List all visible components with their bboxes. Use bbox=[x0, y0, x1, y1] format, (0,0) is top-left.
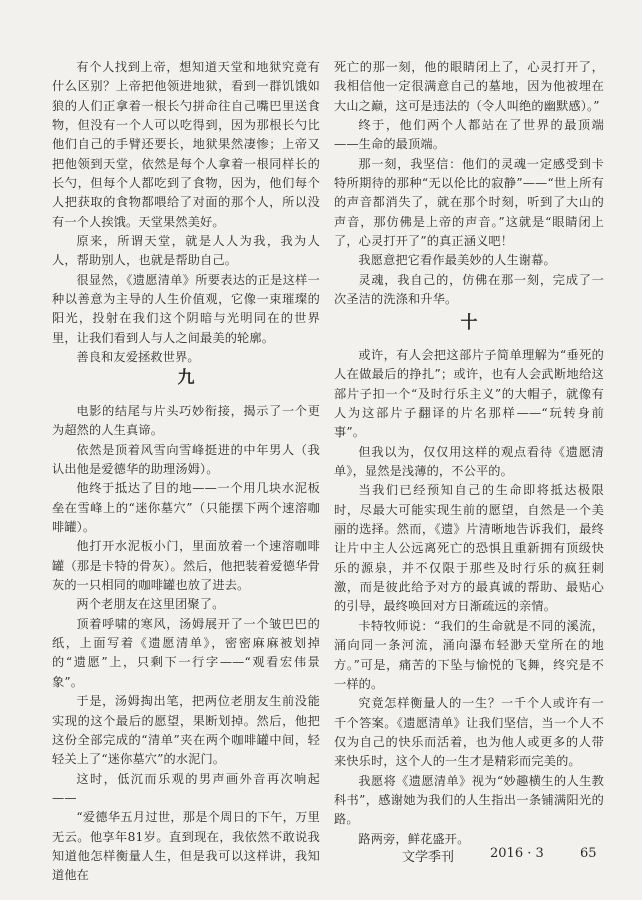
paragraph: 电影的结尾与片头巧妙衔接，揭示了一个更为超然的人生真谛。 bbox=[52, 404, 320, 438]
paragraph: 终于，他们两个人都站在了世界的最顶端——生命的最顶端。 bbox=[334, 118, 604, 152]
paragraph: 依然是顶着风雪向雪峰挺进的中年男人（我认出他是爱德华的助理汤姆）。 bbox=[52, 442, 320, 477]
paragraph: 有个人找到上帝，想知道天堂和地狱究竟有什么区别？上帝把他领进地狱，看到一群饥饿如狼的人们正拿着一根长勺拼命往自己嘴巴里送食物，但没有一个人可以吃得到，因为那根长勺比他们自己的手臂还要长，地狱果然凄惨；上帝又把他领到天堂，依然是每个人拿着一根同样长的长勺，但每个人都吃到了食物，因为，他们每个人把获取的食物都喂给了对面的那个人，所以没有一个人挨饿。天堂果然美好。 bbox=[52, 60, 320, 229]
section-heading-nine: 九 bbox=[177, 368, 195, 388]
paragraph: 那一刻，我坚信：他们的灵魂一定感受到卡特所期待的那种“无以伦比的寂静”——“世上所有的声音都消失了，就在那个时刻，听到了大山的声音，那仿佛是上帝的声音。”这就是“眼睛闭上了，心灵打开了”的真正涵义吧！ bbox=[334, 156, 604, 249]
paragraph: 于是，汤姆掏出笔，把两位老朋友生前没能实现的这个最后的愿望，果断划掉。然后，他把这份全部完成的“清单”夹在两个咖啡罐中间，轻轻关上了“迷你墓穴”的水泥门。 bbox=[52, 694, 320, 767]
paragraph: 当我们已经预知自己的生命即将抵达极限时，尽最大可能实现生前的愿望，自然是一个美丽的选择。然而，《遗》片清晰地告诉我们，最终让片中主人公远离死亡的恐惧且重新拥有顶级快乐的源泉，并不仅限于那些及时行乐的疯狂刺激，而是彼此给予对方的最真诚的帮助、最贴心的引导，最终唤回对方日渐疏远的亲情。 bbox=[334, 483, 604, 614]
paragraph: 他终于抵达了目的地——一个用几块水泥板垒在雪峰上的“迷你墓穴”（只能摆下两个速溶咖啡罐）。 bbox=[52, 481, 320, 535]
paragraph: 卡特牧师说：“我们的生命就是不同的溪流，涌向同一条河流，涌向瀑布轻渺天堂所在的地方。”可是，痛苦的下坠与愉悦的飞舞，终究是不一样的。 bbox=[334, 618, 604, 691]
paragraph: 很显然，《遗愿清单》所要表达的正是这样一种以善意为主导的人生价值观，它像一束璀璨的阳光，投射在我们这个阴暗与光明同在的世界里，让我们看到人与人之间最美的轮廓。 bbox=[52, 272, 320, 345]
paragraph: 究竟怎样衡量人的一生？一千个人或许有一千个答案。《遗愿清单》让我们坚信，当一个人不仅为自己的快乐而活着，也为他人或更多的人带来快乐时，这个人的一生才是精彩而完美的。 bbox=[334, 696, 604, 769]
left-section-text bbox=[52, 402, 320, 886]
journal-name: 文学季刊 bbox=[402, 850, 455, 865]
page-number: 65 bbox=[580, 846, 597, 861]
paragraph: 路两旁，鲜花盛开。 bbox=[358, 831, 470, 846]
paragraph: 或许，有人会把这部片子简单理解为“垂死的人在做最后的挣扎”；或许，也有人会武断地给这部片子扣一个“及时行乐主义”的大帽子，就像有人为这部片子翻译的片名那样——“玩转身前事”。 bbox=[334, 348, 604, 440]
left-top-text bbox=[52, 58, 320, 368]
issue-label: 2016 · 3 bbox=[490, 846, 544, 861]
paragraph: 但我以为，仅仅用这样的观点看待《遗愿清单》，显然是浅薄的，不公平的。 bbox=[334, 444, 604, 479]
paragraph: 善良和友爱拯救世界。 bbox=[76, 350, 200, 365]
paragraph: “爱德华五月过世，那是个周日的下午，万里无云。他享年81岁。直到现在，我依然不敢说我知道他怎样衡量人生，但是我可以这样讲，我知道他在 bbox=[52, 810, 320, 883]
paragraph: 这时，低沉而乐观的男声画外音再次响起—— bbox=[52, 771, 320, 805]
paragraph: 灵魂，我自己的，仿佛在那一刻，完成了一次圣洁的洗涤和升华。 bbox=[334, 272, 604, 307]
section-heading-ten: 十 bbox=[460, 313, 478, 333]
paragraph: 他打开水泥板小门，里面放着一个速溶咖啡罐（那是卡特的骨灰）。然后，他把装着爱德华骨灰的一只相同的咖啡罐也放了进去。 bbox=[52, 539, 320, 593]
right-top-text bbox=[334, 58, 604, 309]
right-section-text bbox=[334, 346, 604, 849]
paragraph: 原来，所谓天堂，就是人人为我，我为人人，帮助别人，也就是帮助自己。 bbox=[52, 234, 320, 268]
paragraph: 我愿将《遗愿清单》视为“妙趣横生的人生教科书”，感谢她为我们的人生指出一条铺满阳光的路。 bbox=[334, 773, 604, 827]
paragraph-continued: 死亡的那一刻，他的眼睛闭上了，心灵打开了，我相信他一定很满意自己的墓地，因为他被埋在大山之巅，这可是违法的（令人叫绝的幽默感）。” bbox=[334, 60, 604, 113]
paragraph: 我愿意把它看作最美妙的人生谢幕。 bbox=[358, 253, 556, 268]
paragraph: 顶着呼啸的寒风，汤姆展开了一个皱巴巴的纸，上面写着《遗愿清单》，密密麻麻被划掉的“遗愿”上，只剩下一行字——“观看宏伟景象”。 bbox=[52, 616, 320, 689]
paragraph: 两个老朋友在这里团聚了。 bbox=[76, 597, 225, 612]
